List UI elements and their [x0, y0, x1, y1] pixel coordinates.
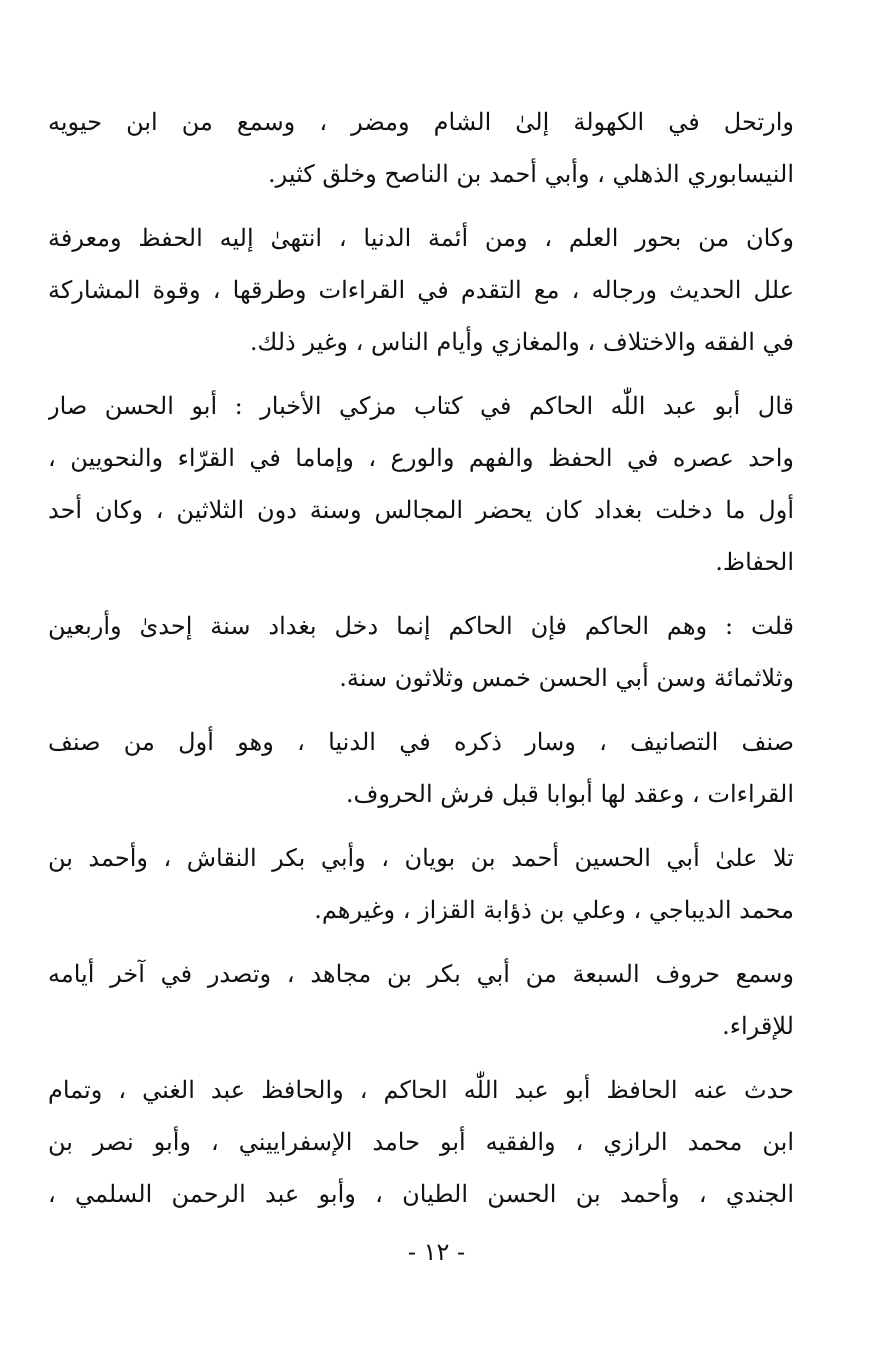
text-line: حدث عنه الحافظ أبو عبد اللّٰه الحاكم ، والحافظ عبد الغني ، وتمام	[48, 1076, 794, 1104]
paragraph-7	[48, 948, 794, 1052]
body-text	[48, 96, 794, 1232]
text-line: علل الحديث ورجاله ، مع التقدم في القراءات وطرقها ، وقوة المشاركة	[48, 276, 794, 304]
text-line: وارتحل في الكهولة إلىٰ الشام ومضر ، وسمع من ابن حيويه	[48, 108, 794, 136]
paragraph-8	[48, 1064, 794, 1220]
text-line: قال أبو عبد اللّٰه الحاكم في كتاب مزكي الأخبار : أبو الحسن صار	[48, 392, 794, 420]
paragraph-2	[48, 212, 794, 368]
text-line: أول ما دخلت بغداد كان يحضر المجالس وسنة دون الثلاثين ، وكان أحد	[48, 496, 794, 524]
text-line: تلا علىٰ أبي الحسين أحمد بن بويان ، وأبي بكر النقاش ، وأحمد بن	[48, 844, 794, 872]
text-line: ابن محمد الرازي ، والفقيه أبو حامد الإسفراييني ، وأبو نصر بن	[48, 1128, 794, 1156]
text-line: للإقراء.	[722, 1012, 794, 1040]
text-line: وسمع حروف السبعة من أبي بكر بن مجاهد ، وتصدر في آخر أيامه	[48, 960, 794, 988]
text-line: وثلاثمائة وسن أبي الحسن خمس وثلاثون سنة.	[339, 664, 794, 692]
text-line: الجندي ، وأحمد بن الحسن الطيان ، وأبو عبد الرحمن السلمي ،	[48, 1180, 794, 1208]
paragraph-5	[48, 716, 794, 820]
text-line: وكان من بحور العلم ، ومن أئمة الدنيا ، انتهىٰ إليه الحفظ ومعرفة	[48, 224, 794, 252]
text-line: قلت : وهم الحاكم فإن الحاكم إنما دخل بغداد سنة إحدىٰ وأربعين	[48, 612, 794, 640]
page-number: - ١٢ -	[407, 1238, 466, 1266]
text-line: محمد الديباجي ، وعلي بن ذؤابة القزاز ، وغيرهم.	[314, 896, 794, 924]
text-line: في الفقه والاختلاف ، والمغازي وأيام الناس ، وغير ذلك.	[249, 328, 794, 356]
text-line: النيسابوري الذهلي ، وأبي أحمد بن الناصح وخلق كثير.	[267, 160, 794, 188]
text-line: واحد عصره في الحفظ والفهم والورع ، وإماما في القرّاء والنحويين ،	[48, 444, 794, 472]
paragraph-1	[48, 96, 794, 200]
paragraph-6	[48, 832, 794, 936]
paragraph-3	[48, 380, 794, 588]
text-line: صنف التصانيف ، وسار ذكره في الدنيا ، وهو أول من صنف	[48, 728, 794, 756]
text-line: القراءات ، وعقد لها أبوابا قبل فرش الحروف.	[345, 780, 794, 808]
paragraph-4	[48, 600, 794, 704]
text-line: الحفاظ.	[715, 548, 794, 576]
